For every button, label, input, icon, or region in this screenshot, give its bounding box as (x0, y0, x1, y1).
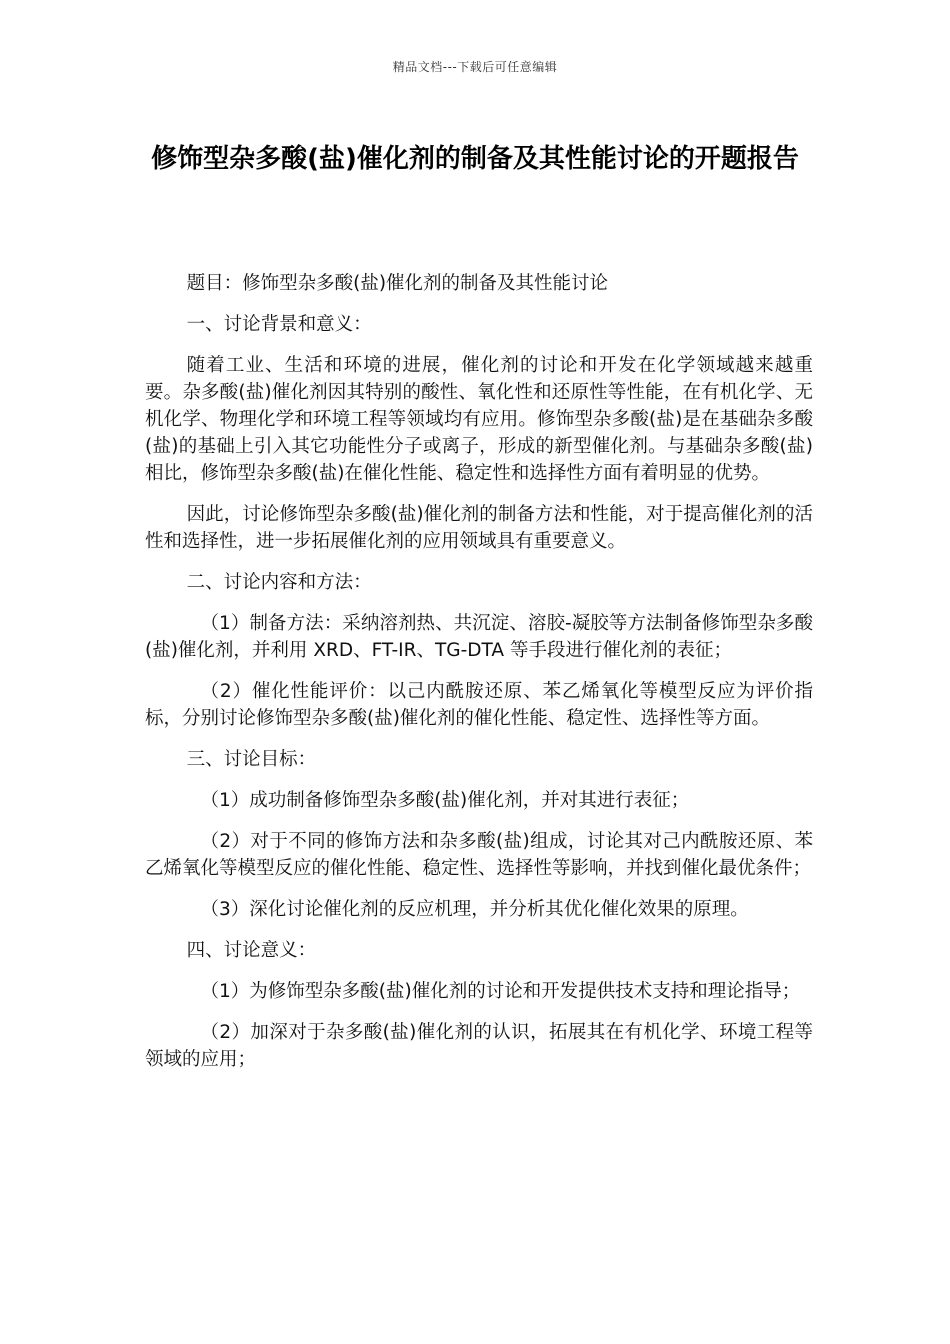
goal-item-2: （2）对于不同的修饰方法和杂多酸(盐)组成，讨论其对己内酰胺还原、苯乙烯氧化等模型反应的催化性能、稳定性、选择性等影响，并找到催化最优条件； (145, 831, 813, 879)
topic-line: 题目：修饰型杂多酸(盐)催化剂的制备及其性能讨论 (186, 273, 609, 294)
section-heading-content-methods: 二、讨论内容和方法： (186, 572, 372, 593)
method-item-preparation: （1）制备方法：采纳溶剂热、共沉淀、溶胶-凝胶等方法制备修饰型杂多酸(盐)催化剂，并利用 XRD、FT-IR、TG-DTA 等手段进行催化剂的表征； (145, 613, 813, 661)
header-note: 精品文档---下载后可任意编辑 (392, 60, 558, 74)
goal-item-3: （3）深化讨论催化剂的反应机理，并分析其优化催化效果的原理。 (200, 899, 749, 920)
document-body (145, 270, 813, 1087)
goal-item-1: （1）成功制备修饰型杂多酸(盐)催化剂，并对其进行表征； (200, 790, 690, 811)
significance-paragraph: 因此，讨论修饰型杂多酸(盐)催化剂的制备方法和性能，对于提高催化剂的活性和选择性，进一步拓展催化剂的应用领域具有重要意义。 (145, 504, 813, 552)
section-heading-background: 一、讨论背景和意义： (186, 314, 372, 335)
section-heading-goals: 三、讨论目标： (186, 749, 317, 770)
document-title: 修饰型杂多酸(盐)催化剂的制备及其性能讨论的开题报告 (151, 144, 799, 174)
section-heading-significance: 四、讨论意义： (186, 940, 317, 961)
background-paragraph: 随着工业、生活和环境的进展，催化剂的讨论和开发在化学领域越来越重要。杂多酸(盐)催化剂因其特别的酸性、氧化性和还原性等性能，在有机化学、无机化学、物理化学和环境工程等领域均有应用。修饰型杂多酸(盐)是在基础杂多酸(盐)的基础上引入其它功能性分子或离子，形成的新型催化剂。与基础杂多酸(盐)相比，修饰型杂多酸(盐)在催化性能、稳定性和选择性方面有着明显的优势。 (145, 355, 813, 484)
method-item-evaluation: （2）催化性能评价：以己内酰胺还原、苯乙烯氧化等模型反应为评价指标，分别讨论修饰型杂多酸(盐)催化剂的催化性能、稳定性、选择性等方面。 (145, 681, 813, 729)
significance-item-1: （1）为修饰型杂多酸(盐)催化剂的讨论和开发提供技术支持和理论指导； (200, 981, 801, 1002)
significance-item-2: （2）加深对于杂多酸(盐)催化剂的认识，拓展其在有机化学、环境工程等领域的应用； (145, 1022, 813, 1070)
